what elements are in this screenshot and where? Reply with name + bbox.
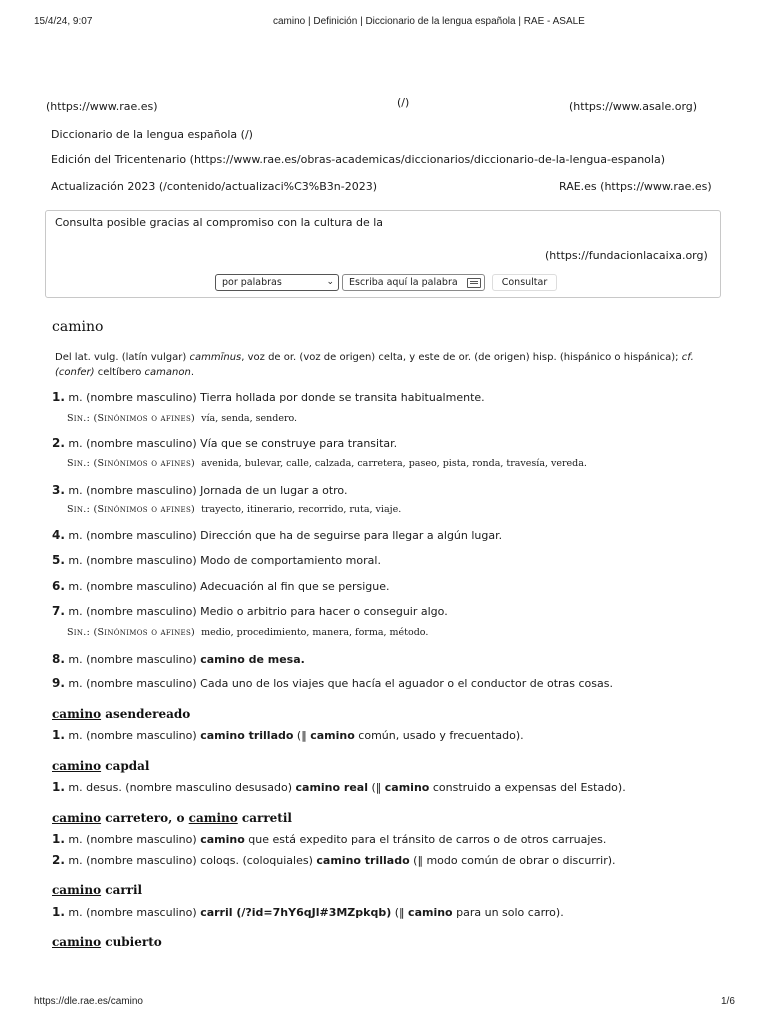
synonyms-2: Sin.: (Sinónimos o afines) avenida, bulevar, calle, calzada, carretera, paseo, pista, ronda, travesía, vereda. (67, 458, 587, 469)
synonyms-3: Sin.: (Sinónimos o afines) trayecto, itinerario, recorrido, ruta, viaje. (67, 504, 402, 515)
sense-4: 4. m. (nombre masculino) Dirección que ha de seguirse para llegar a algún lugar. (52, 528, 503, 542)
rae-es-link[interactable]: RAE.es (https://www.rae.es) (559, 180, 712, 193)
sense-7: 7. m. (nombre masculino) Medio o arbitrio para hacer o conseguir algo. (52, 604, 448, 618)
search-mode-select[interactable] (215, 274, 339, 291)
home-link[interactable]: (/) (397, 96, 410, 109)
search-input[interactable] (342, 274, 485, 291)
consultar-button[interactable]: Consultar (492, 274, 557, 291)
subentry-carretero-sense-2: 2. m. (nombre masculino) coloqs. (coloquiales) camino trillado (‖ modo común de obrar o discurrir). (52, 853, 616, 867)
sense-6: 6. m. (nombre masculino) Adecuación al fin que se persigue. (52, 579, 390, 593)
asale-logo-link[interactable]: (https://www.asale.org) (569, 100, 698, 113)
print-url: https://dle.rae.es/camino (34, 996, 143, 1007)
etymology: Del lat. vulg. (latín vulgar) cammīnus, voz de or. (voz de origen) celta, y este de or. (de origen) hisp. (hispánico o hispánica); cf. (confer) celtíbero camanon. (55, 352, 694, 378)
sponsor-text: Consulta posible gracias al compromiso con la cultura de la (55, 216, 384, 229)
dictionary-link[interactable]: Diccionario de la lengua española (/) (51, 128, 253, 141)
sense-1: 1. m. (nombre masculino) Tierra hollada por donde se transita habitualmente. (52, 390, 485, 404)
sense-3: 3. m. (nombre masculino) Jornada de un lugar a otro. (52, 483, 348, 497)
sense-8: 8. m. (nombre masculino) camino de mesa. (52, 652, 305, 666)
print-title: camino | Definición | Diccionario de la lengua española | RAE - ASALE (273, 16, 585, 27)
edition-link[interactable]: Edición del Tricentenario (https://www.rae.es/obras-academicas/diccionarios/diccionario-de-la-lengua-espanola) (51, 153, 665, 166)
synonyms-7: Sin.: (Sinónimos o afines) medio, procedimiento, manera, forma, método. (67, 627, 429, 638)
entry-headword: camino (52, 319, 104, 335)
print-page-number: 1/6 (721, 996, 735, 1007)
subentry-title-cubierto: camino cubierto (52, 935, 162, 949)
sense-9: 9. m. (nombre masculino) Cada uno de los viajes que hacía el aguador o el conductor de otras cosas. (52, 676, 613, 690)
keyboard-icon[interactable] (467, 278, 481, 288)
search-placeholder: Escriba aquí la palabra (349, 277, 458, 288)
update-link[interactable]: Actualización 2023 (/contenido/actualizaci%C3%B3n-2023) (51, 180, 377, 193)
chevron-down-icon: ⌄ (326, 277, 334, 287)
carril-link[interactable]: carril (/?id=7hY6qJl#3MZpkqb) (200, 906, 392, 919)
subentry-title-capdal: camino capdal (52, 759, 150, 773)
search-panel (45, 210, 721, 298)
sense-2: 2. m. (nombre masculino) Vía que se construye para transitar. (52, 436, 398, 450)
sponsor-link[interactable]: (https://fundacionlacaixa.org) (545, 249, 708, 262)
subentry-carril-sense-1: 1. m. (nombre masculino) carril (/?id=7hY6qJl#3MZpkqb) (‖ camino para un solo carro). (52, 905, 564, 919)
print-datetime: 15/4/24, 9:07 (34, 16, 93, 27)
subentry-capdal-sense-1: 1. m. desus. (nombre masculino desusado) camino real (‖ camino construido a expensas del Estado). (52, 780, 626, 794)
search-mode-value: por palabras (222, 277, 282, 288)
subentry-asendereado-sense-1: 1. m. (nombre masculino) camino trillado (‖ camino común, usado y frecuentado). (52, 728, 524, 742)
subentry-carretero-sense-1: 1. m. (nombre masculino) camino que está expedito para el tránsito de carros o de otros carruajes. (52, 832, 607, 846)
subentry-title-carril: camino carril (52, 883, 143, 897)
rae-logo-link[interactable]: (https://www.rae.es) (46, 100, 158, 113)
subentry-title-asendereado: camino asendereado (52, 707, 191, 721)
synonyms-1: Sin.: (Sinónimos o afines) vía, senda, sendero. (67, 413, 298, 424)
sense-5: 5. m. (nombre masculino) Modo de comportamiento moral. (52, 553, 381, 567)
subentry-title-carretero: camino carretero, o camino carretil (52, 811, 292, 825)
